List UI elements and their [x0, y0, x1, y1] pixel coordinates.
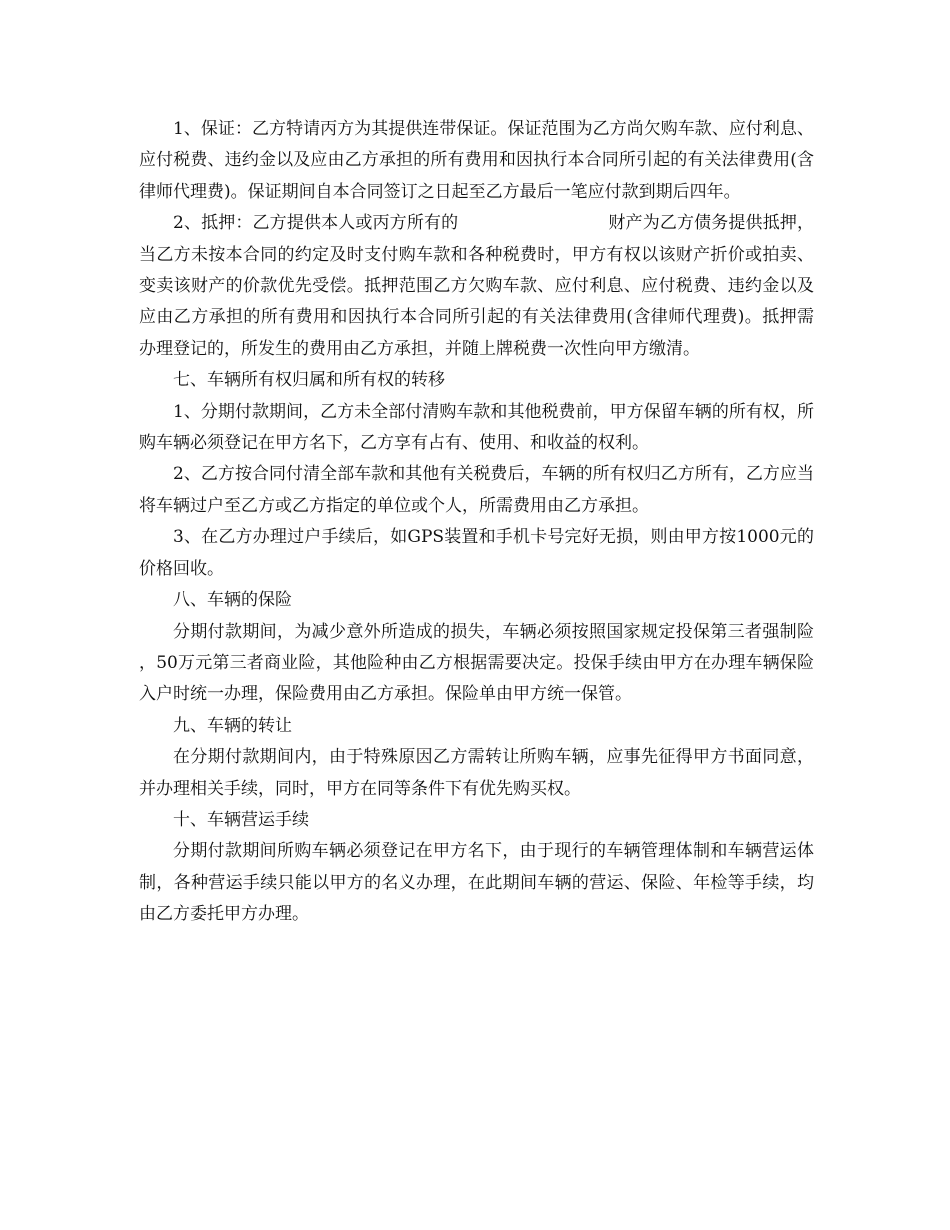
paragraph-ownership-item-2: 2、乙方按合同付清全部车款和其他有关税费后，车辆的所有权归乙方所有，乙方应当将车辆过户至乙方或乙方指定的单位或个人，所需费用由乙方承担。 [139, 464, 814, 516]
section-heading-transfer: 九、车辆的转让 [173, 715, 292, 736]
document-body [139, 114, 814, 931]
section-heading-insurance: 八、车辆的保险 [173, 590, 292, 611]
mortgage-text-after: 财产为乙方债务提供抵押，当乙方未按本合同的约定及时支付购车款和各种税费时，甲方有权以该财产折价或拍卖、变卖该财产的价款优先受偿。抵押范围乙方欠购车款、应付利息、应付税费、违约金以及应由乙方承担的所有费用和因执行本合同所引起的有关法律费用(含律师代理费)。抵押需办理登记的，所发生的费用由乙方承担，并随上牌税费一次性向甲方缴清。 [139, 213, 814, 359]
paragraph-transfer: 在分期付款期间内，由于特殊原因乙方需转让所购车辆，应事先征得甲方书面同意，并办理相关手续，同时，甲方在同等条件下有优先购买权。 [139, 747, 814, 799]
paragraph-guarantee: 1、保证：乙方特请丙方为其提供连带保证。保证范围为乙方尚欠购车款、应付利息、应付税费、违约金以及应由乙方承担的所有费用和因执行本合同所引起的有关法律费用(含律师代理费)。保证期间自本合同签订之日起至乙方最后一笔应付款到期后四年。 [139, 119, 814, 202]
paragraph-ownership-item-3: 3、在乙方办理过户手续后，如GPS装置和手机卡号完好无损，则由甲方按1000元的价格回收。 [139, 527, 814, 579]
paragraph-mortgage [139, 208, 814, 365]
paragraph-operation: 分期付款期间所购车辆必须登记在甲方名下，由于现行的车辆管理体制和车辆营运体制，各种营运手续只能以甲方的名义办理，在此期间车辆的营运、保险、年检等手续，均由乙方委托甲方办理。 [139, 841, 814, 925]
section-heading-ownership: 七、车辆所有权归属和所有权的转移 [173, 370, 445, 391]
section-heading-operation: 十、车辆营运手续 [173, 809, 309, 830]
paragraph-ownership-item-1: 1、分期付款期间，乙方未全部付清购车款和其他税费前，甲方保留车辆的所有权，所购车辆必须登记在甲方名下，乙方享有占有、使用、和收益的权利。 [139, 401, 814, 454]
paragraph-insurance: 分期付款期间，为减少意外所造成的损失，车辆必须按照国家规定投保第三者强制险，50万元第三者商业险，其他险种由乙方根据需要决定。投保手续由甲方在办理车辆保险入户时统一办理，保险费用由乙方承担。保险单由甲方统一保管。 [139, 621, 814, 705]
mortgage-text-before: 2、抵押：乙方提供本人或丙方所有的 [173, 213, 459, 234]
